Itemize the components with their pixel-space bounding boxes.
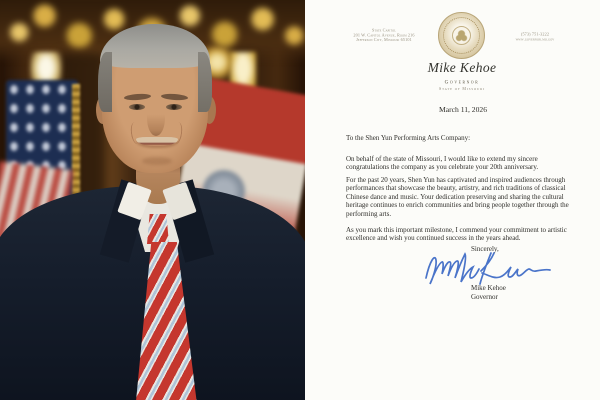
address-line-1: State Capitol: [371, 28, 397, 34]
letterhead-governor-name: Mike Kehoe: [427, 60, 497, 75]
salutation: To the Shen Yun Performing Arts Company:: [346, 134, 471, 142]
website-url: www.governor.mo.gov: [515, 36, 555, 42]
letter-date: March 11, 2026: [438, 105, 487, 114]
governor-letter: [305, 0, 600, 400]
eye-left: [129, 104, 145, 110]
paragraph-3: As you mark this important milestone, I commend your commitment to artistic excellence and wish you continued success in the years ahead.: [346, 226, 567, 243]
closing-sincerely: Sincerely,: [471, 245, 499, 253]
paragraph-2: For the past 20 years, Shen Yun has captivated and inspired audiences through performances that showcase the beauty, artistry, and rich traditions of classical Chinese dance and music. Your dedication preserving and sharing the cultural heritage continues to enrich communities and bring people together through the performing arts.: [346, 176, 569, 218]
phone-number: (573) 751-3222: [520, 32, 550, 38]
chin-shadow: [142, 157, 172, 165]
signer-title: Governor: [471, 293, 498, 301]
nose: [147, 100, 165, 136]
address-line-2: 201 W. Capitol Avenue, Room 216: [353, 32, 415, 38]
striped-tie-knot: [147, 214, 169, 244]
address-line-3: Jefferson City, Missouri 65101: [356, 37, 412, 43]
hair-side-left: [98, 52, 112, 112]
eye-right: [166, 104, 182, 110]
missouri-state-seal-icon: [438, 12, 485, 59]
paragraph-1: On behalf of the state of Missouri, I would like to extend my sincere congratulations the company as you celebrate your 20th anniversary.: [346, 155, 539, 172]
letterhead-governor-title: Governor: [444, 79, 480, 85]
letterhead-address-block: [330, 29, 439, 43]
letterhead-contact-block: [481, 33, 590, 42]
signer-name: Mike Kehoe: [471, 284, 506, 292]
letterhead-state: State of Missouri: [439, 87, 485, 92]
